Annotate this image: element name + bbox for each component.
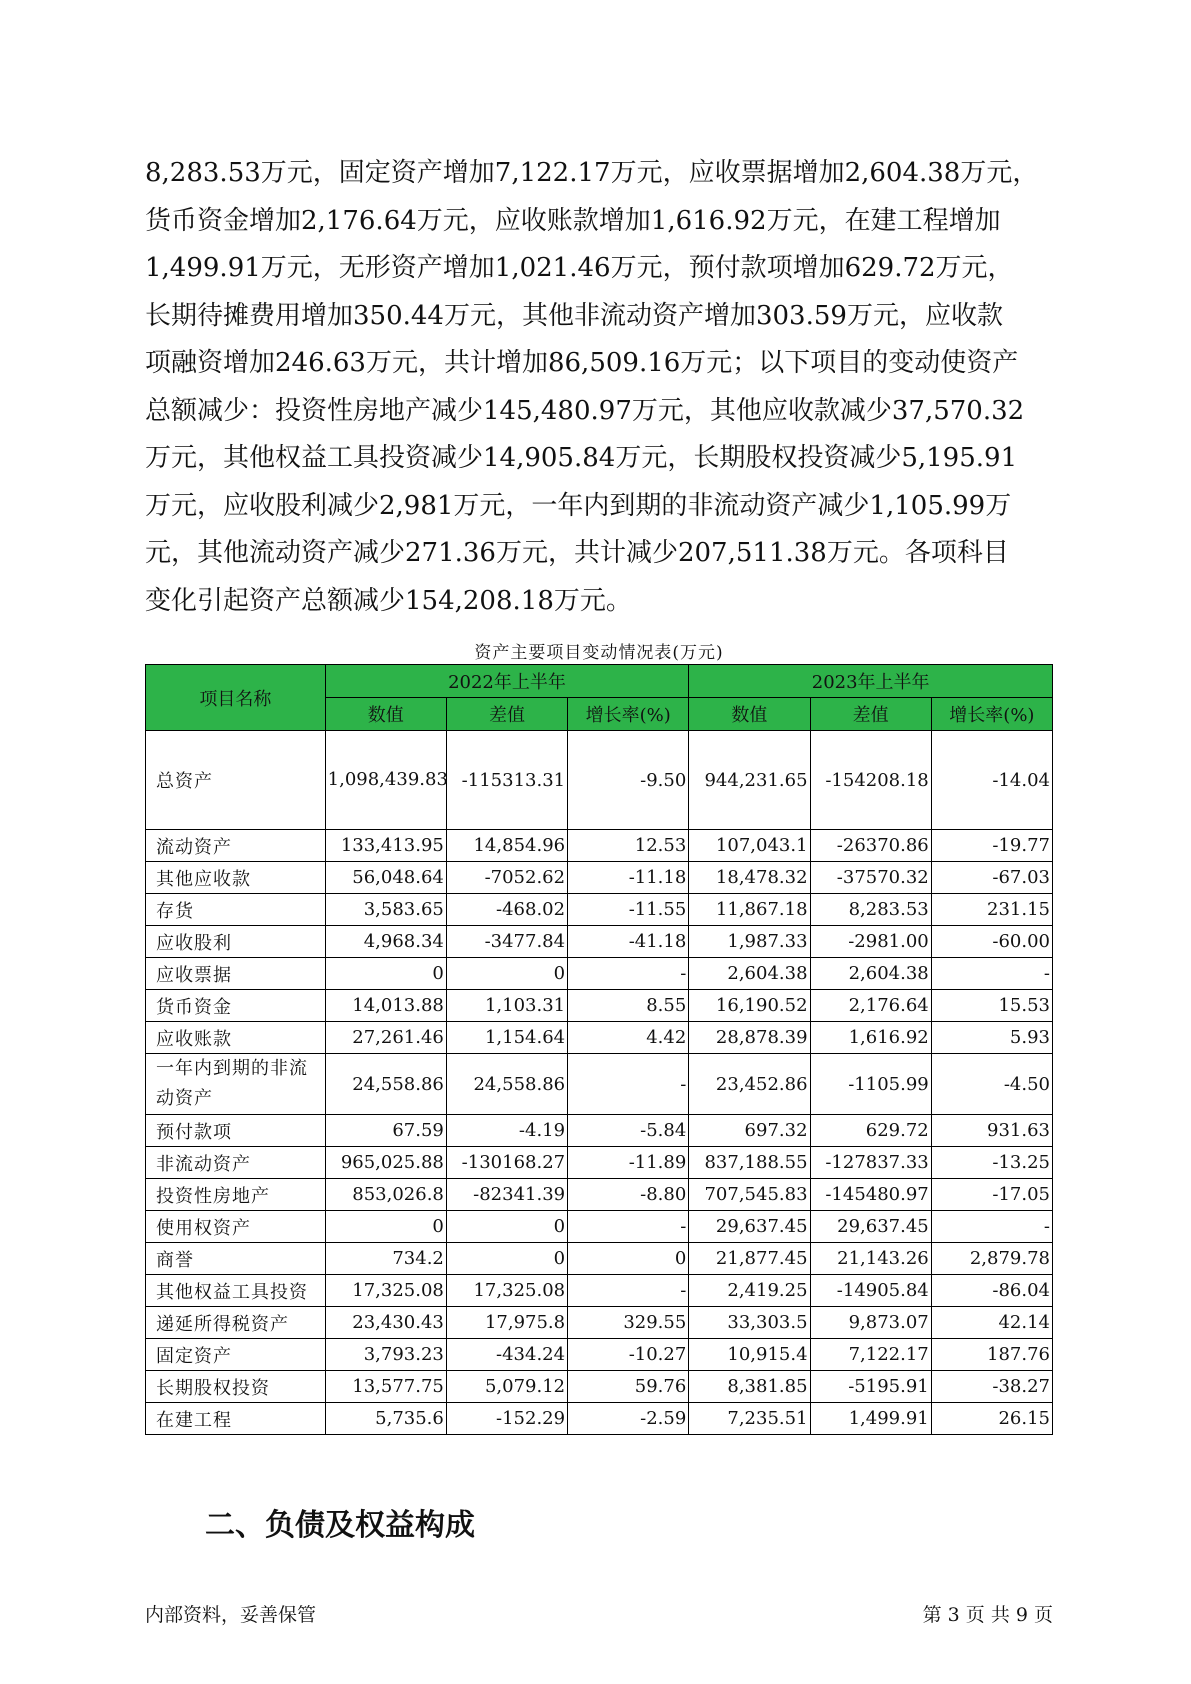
cell-v22: 5,735.6	[325, 1403, 446, 1435]
cell-g22: -2.59	[568, 1403, 689, 1435]
cell-g23: -86.04	[931, 1275, 1052, 1307]
cell-v23: 837,188.55	[689, 1147, 810, 1179]
cell-g23: 5.93	[931, 1022, 1052, 1054]
paragraph-line: 长期待摊费用增加350.44万元，其他非流动资产增加303.59万元，应收款	[145, 300, 1003, 331]
cell-g23: -38.27	[931, 1371, 1052, 1403]
cell-v22: 17,325.08	[325, 1275, 446, 1307]
cell-d23: -145480.97	[810, 1179, 931, 1211]
cell-d23: 9,873.07	[810, 1307, 931, 1339]
cell-v22: 133,413.95	[325, 830, 446, 862]
cell-d22: 1,154.64	[446, 1022, 567, 1054]
row-item-name: 应收票据	[146, 958, 326, 990]
cell-v23: 29,637.45	[689, 1211, 810, 1243]
cell-g22: -11.89	[568, 1147, 689, 1179]
cell-g22: -10.27	[568, 1339, 689, 1371]
cell-g23: -19.77	[931, 830, 1052, 862]
cell-d22: 1,103.31	[446, 990, 567, 1022]
cell-g23: 2,879.78	[931, 1243, 1052, 1275]
cell-g23: -	[931, 1211, 1052, 1243]
cell-d22: 0	[446, 958, 567, 990]
table-row	[146, 862, 1053, 894]
cell-v23: 11,867.18	[689, 894, 810, 926]
cell-v22: 853,026.8	[325, 1179, 446, 1211]
cell-d23: 2,604.38	[810, 958, 931, 990]
cell-d22: -468.02	[446, 894, 567, 926]
cell-v22: 56,048.64	[325, 862, 446, 894]
row-item-name: 非流动资产	[146, 1147, 326, 1179]
cell-d23: -127837.33	[810, 1147, 931, 1179]
cell-g23: 187.76	[931, 1339, 1052, 1371]
cell-v22: 24,558.86	[325, 1054, 446, 1115]
table-row	[146, 731, 1053, 830]
cell-g22: 8.55	[568, 990, 689, 1022]
header-diff-2022: 差值	[446, 698, 567, 731]
paragraph-line: 万元，应收股利减少2,981万元，一年内到期的非流动资产减少1,105.99万	[145, 490, 1012, 521]
cell-g22: -8.80	[568, 1179, 689, 1211]
cell-g22: 4.42	[568, 1022, 689, 1054]
row-item-name: 一年内到期的非流动资产	[146, 1054, 326, 1115]
cell-d22: -130168.27	[446, 1147, 567, 1179]
cell-g23: -4.50	[931, 1054, 1052, 1115]
header-value-2023: 数值	[689, 698, 810, 731]
cell-g22: -	[568, 958, 689, 990]
header-diff-2023: 差值	[810, 698, 931, 731]
cell-d22: -3477.84	[446, 926, 567, 958]
cell-g23: -60.00	[931, 926, 1052, 958]
cell-d22: -4.19	[446, 1115, 567, 1147]
cell-d22: -7052.62	[446, 862, 567, 894]
row-item-name: 应收股利	[146, 926, 326, 958]
cell-d23: 29,637.45	[810, 1211, 931, 1243]
cell-v23: 2,604.38	[689, 958, 810, 990]
footer-page-number: 第 3 页 共 9 页	[922, 1604, 1053, 1626]
cell-v23: 944,231.65	[689, 731, 810, 830]
cell-g23: 15.53	[931, 990, 1052, 1022]
cell-d22: -115313.31	[446, 731, 567, 830]
cell-v23: 16,190.52	[689, 990, 810, 1022]
cell-d22: 14,854.96	[446, 830, 567, 862]
cell-d23: 1,499.91	[810, 1403, 931, 1435]
row-item-name: 投资性房地产	[146, 1179, 326, 1211]
cell-d23: -37570.32	[810, 862, 931, 894]
asset-changes-table	[145, 664, 1053, 1435]
table-row	[146, 1403, 1053, 1435]
cell-v23: 23,452.86	[689, 1054, 810, 1115]
row-item-name: 预付款项	[146, 1115, 326, 1147]
row-item-name: 总资产	[146, 731, 326, 830]
cell-g22: -9.50	[568, 731, 689, 830]
cell-d23: -154208.18	[810, 731, 931, 830]
table-row	[146, 990, 1053, 1022]
row-item-name: 固定资产	[146, 1339, 326, 1371]
paragraph-line: 项融资增加246.63万元，共计增加86,509.16万元；以下项目的变动使资产	[145, 348, 1019, 378]
row-item-name: 在建工程	[146, 1403, 326, 1435]
paragraph-line: 变化引起资产总额减少154,208.18万元。	[145, 585, 632, 616]
row-item-name: 商誉	[146, 1243, 326, 1275]
cell-g22: -5.84	[568, 1115, 689, 1147]
cell-v22: 4,968.34	[325, 926, 446, 958]
paragraph-line: 货币资金增加2,176.64万元，应收账款增加1,616.92万元，在建工程增加	[145, 205, 1001, 236]
cell-g23: -17.05	[931, 1179, 1052, 1211]
header-growth-2022: 增长率(%)	[568, 698, 689, 731]
header-item-name: 项目名称	[146, 665, 326, 731]
table-row	[146, 1339, 1053, 1371]
cell-g23: 26.15	[931, 1403, 1052, 1435]
table-row	[146, 926, 1053, 958]
table-row	[146, 1179, 1053, 1211]
table-row	[146, 1022, 1053, 1054]
cell-v22: 67.59	[325, 1115, 446, 1147]
cell-d22: 0	[446, 1211, 567, 1243]
cell-g22: 59.76	[568, 1371, 689, 1403]
table-row	[146, 1211, 1053, 1243]
cell-d22: 0	[446, 1243, 567, 1275]
table-row	[146, 1243, 1053, 1275]
row-item-name: 长期股权投资	[146, 1371, 326, 1403]
header-value-2022: 数值	[325, 698, 446, 731]
paragraph-line: 万元，其他权益工具投资减少14,905.84万元，长期股权投资减少5,195.91	[145, 443, 1018, 473]
row-item-name: 使用权资产	[146, 1211, 326, 1243]
cell-v22: 1,098,439.83	[325, 731, 446, 830]
cell-v23: 28,878.39	[689, 1022, 810, 1054]
cell-g22: -	[568, 1211, 689, 1243]
header-period-2022: 2022年上半年	[325, 665, 689, 698]
cell-d23: 21,143.26	[810, 1243, 931, 1275]
header-period-2023: 2023年上半年	[689, 665, 1053, 698]
cell-d22: 17,975.8	[446, 1307, 567, 1339]
cell-v22: 3,793.23	[325, 1339, 446, 1371]
row-item-name: 递延所得税资产	[146, 1307, 326, 1339]
cell-v22: 965,025.88	[325, 1147, 446, 1179]
section-title: 二、负债及权益构成	[205, 1508, 475, 1543]
cell-v23: 697.32	[689, 1115, 810, 1147]
cell-v23: 21,877.45	[689, 1243, 810, 1275]
cell-d22: -434.24	[446, 1339, 567, 1371]
cell-g22: 0	[568, 1243, 689, 1275]
table-row	[146, 1307, 1053, 1339]
table-row	[146, 894, 1053, 926]
cell-d22: 5,079.12	[446, 1371, 567, 1403]
cell-g22: -11.18	[568, 862, 689, 894]
row-item-name: 流动资产	[146, 830, 326, 862]
cell-d23: 7,122.17	[810, 1339, 931, 1371]
cell-g22: -11.55	[568, 894, 689, 926]
footer-confidential-note: 内部资料，妥善保管	[145, 1604, 317, 1626]
cell-v22: 14,013.88	[325, 990, 446, 1022]
body-paragraph	[145, 150, 1060, 625]
cell-d22: -82341.39	[446, 1179, 567, 1211]
cell-d23: -14905.84	[810, 1275, 931, 1307]
table-row	[146, 1371, 1053, 1403]
cell-d23: 2,176.64	[810, 990, 931, 1022]
cell-v22: 0	[325, 958, 446, 990]
table-body	[146, 731, 1053, 1435]
cell-g22: -	[568, 1275, 689, 1307]
cell-v23: 107,043.1	[689, 830, 810, 862]
cell-v23: 7,235.51	[689, 1403, 810, 1435]
row-item-name: 其他权益工具投资	[146, 1275, 326, 1307]
row-item-name: 其他应收款	[146, 862, 326, 894]
cell-g23: 42.14	[931, 1307, 1052, 1339]
table-row	[146, 958, 1053, 990]
header-growth-2023: 增长率(%)	[931, 698, 1052, 731]
cell-g23: 231.15	[931, 894, 1052, 926]
cell-v22: 0	[325, 1211, 446, 1243]
cell-g22: 329.55	[568, 1307, 689, 1339]
paragraph-line: 1,499.91万元，无形资产增加1,021.46万元，预付款项增加629.72万元，	[145, 253, 1014, 283]
cell-v22: 3,583.65	[325, 894, 446, 926]
cell-v23: 33,303.5	[689, 1307, 810, 1339]
cell-d23: -26370.86	[810, 830, 931, 862]
cell-g23: -	[931, 958, 1052, 990]
cell-v23: 1,987.33	[689, 926, 810, 958]
cell-v23: 707,545.83	[689, 1179, 810, 1211]
cell-d23: -2981.00	[810, 926, 931, 958]
paragraph-line: 总额减少：投资性房地产减少145,480.97万元，其他应收款减少37,570.32	[145, 395, 1025, 426]
cell-g22: 12.53	[568, 830, 689, 862]
cell-g23: -14.04	[931, 731, 1052, 830]
cell-v23: 18,478.32	[689, 862, 810, 894]
table-row	[146, 1054, 1053, 1115]
cell-d23: 8,283.53	[810, 894, 931, 926]
cell-d22: 17,325.08	[446, 1275, 567, 1307]
paragraph-line: 8,283.53万元，固定资产增加7,122.17万元，应收票据增加2,604.38万元，	[145, 158, 1039, 188]
cell-d23: -5195.91	[810, 1371, 931, 1403]
cell-v22: 734.2	[325, 1243, 446, 1275]
row-item-name: 存货	[146, 894, 326, 926]
paragraph-line: 元，其他流动资产减少271.36万元，共计减少207,511.38万元。各项科目	[145, 538, 1009, 568]
table-row	[146, 1147, 1053, 1179]
cell-v23: 8,381.85	[689, 1371, 810, 1403]
cell-g23: 931.63	[931, 1115, 1052, 1147]
cell-d22: -152.29	[446, 1403, 567, 1435]
cell-v22: 13,577.75	[325, 1371, 446, 1403]
cell-g23: -13.25	[931, 1147, 1052, 1179]
cell-g22: -41.18	[568, 926, 689, 958]
row-item-name: 应收账款	[146, 1022, 326, 1054]
table-row	[146, 830, 1053, 862]
cell-g22: -	[568, 1054, 689, 1115]
table-row	[146, 1115, 1053, 1147]
cell-v22: 23,430.43	[325, 1307, 446, 1339]
table-row	[146, 1275, 1053, 1307]
cell-v23: 2,419.25	[689, 1275, 810, 1307]
table-caption: 资产主要项目变动情况表(万元)	[474, 643, 724, 663]
row-item-name: 货币资金	[146, 990, 326, 1022]
cell-d22: 24,558.86	[446, 1054, 567, 1115]
cell-v22: 27,261.46	[325, 1022, 446, 1054]
cell-v23: 10,915.4	[689, 1339, 810, 1371]
cell-g23: -67.03	[931, 862, 1052, 894]
cell-d23: -1105.99	[810, 1054, 931, 1115]
cell-d23: 1,616.92	[810, 1022, 931, 1054]
cell-d23: 629.72	[810, 1115, 931, 1147]
